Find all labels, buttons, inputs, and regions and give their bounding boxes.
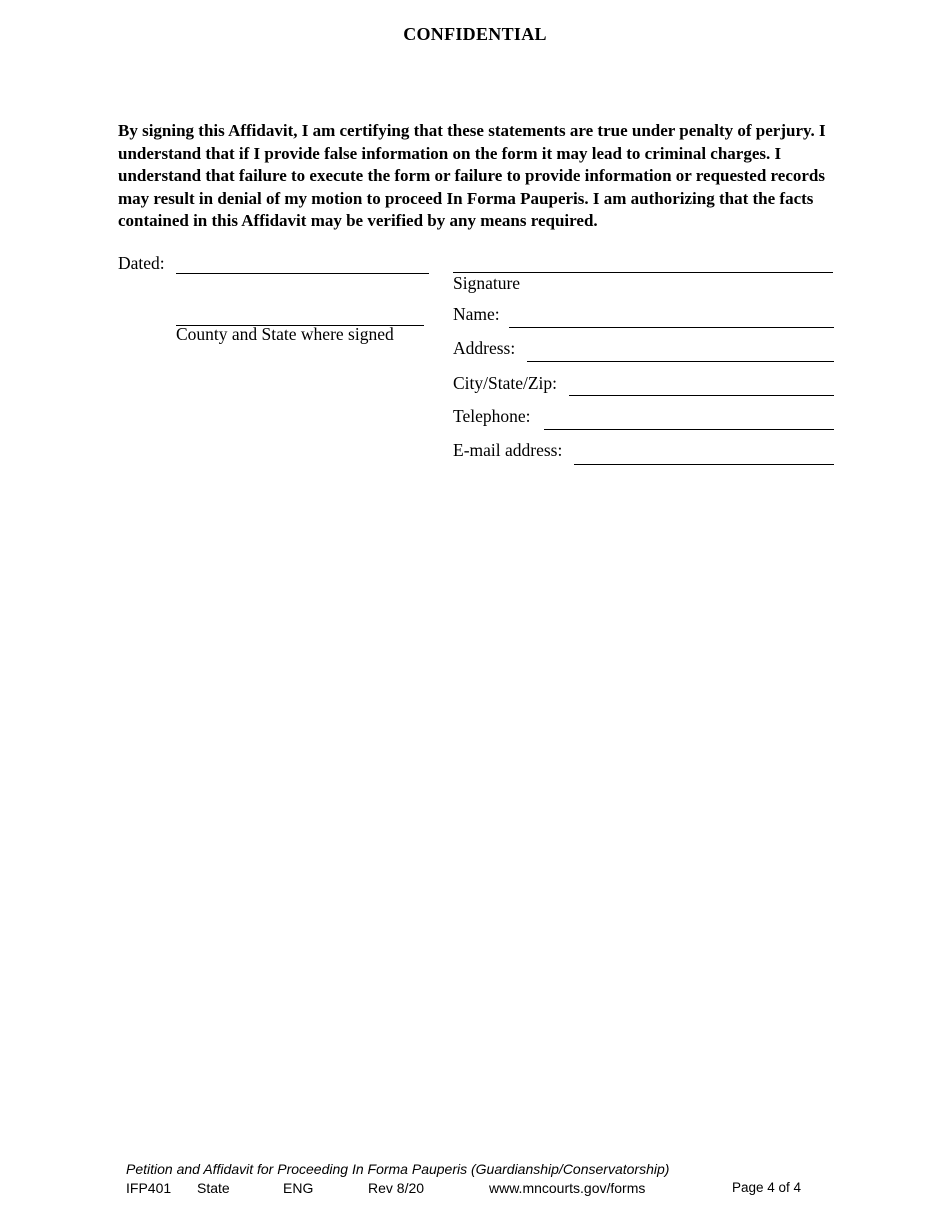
footer-jurisdiction: State: [197, 1180, 230, 1196]
telephone-label: Telephone:: [453, 406, 531, 426]
footer-language: ENG: [283, 1180, 314, 1196]
telephone-field[interactable]: [544, 429, 834, 430]
city-state-zip-field[interactable]: [569, 395, 834, 396]
page-title: CONFIDENTIAL: [403, 24, 547, 44]
address-field[interactable]: [527, 361, 834, 362]
footer-page-number: Page 4 of 4: [732, 1180, 802, 1195]
email-field[interactable]: [574, 464, 834, 465]
city-state-zip-label: City/State/Zip:: [453, 373, 558, 393]
dated-label: Dated:: [118, 253, 165, 273]
footer-form-id: IFP401: [126, 1180, 172, 1196]
footer-form-title: Petition and Affidavit for Proceeding In Forma Pauperis (Guardianship/Conservatorship): [126, 1161, 670, 1177]
name-label: Name:: [453, 304, 500, 324]
email-label: E-mail address:: [453, 440, 563, 460]
signature-caption: Signature: [453, 273, 521, 293]
footer-revision: Rev 8/20: [368, 1180, 425, 1196]
address-label: Address:: [453, 338, 516, 358]
dated-field[interactable]: [176, 273, 429, 274]
footer-url[interactable]: www.mncourts.gov/forms: [489, 1180, 646, 1196]
county-state-caption: County and State where signed: [176, 324, 394, 344]
certification-statement: By signing this Affidavit, I am certifying that these statements are true under penalty of perjury. I understand that if I provide false information on the form it may lead to criminal charges. I understand that failure to execute the form or failure to provide information or requested records may result in denial of my motion to proceed In Forma Pauperis. I am authorizing that the facts contained in this Affidavit may be verified by any means required.: [118, 121, 826, 230]
name-field[interactable]: [509, 327, 834, 328]
